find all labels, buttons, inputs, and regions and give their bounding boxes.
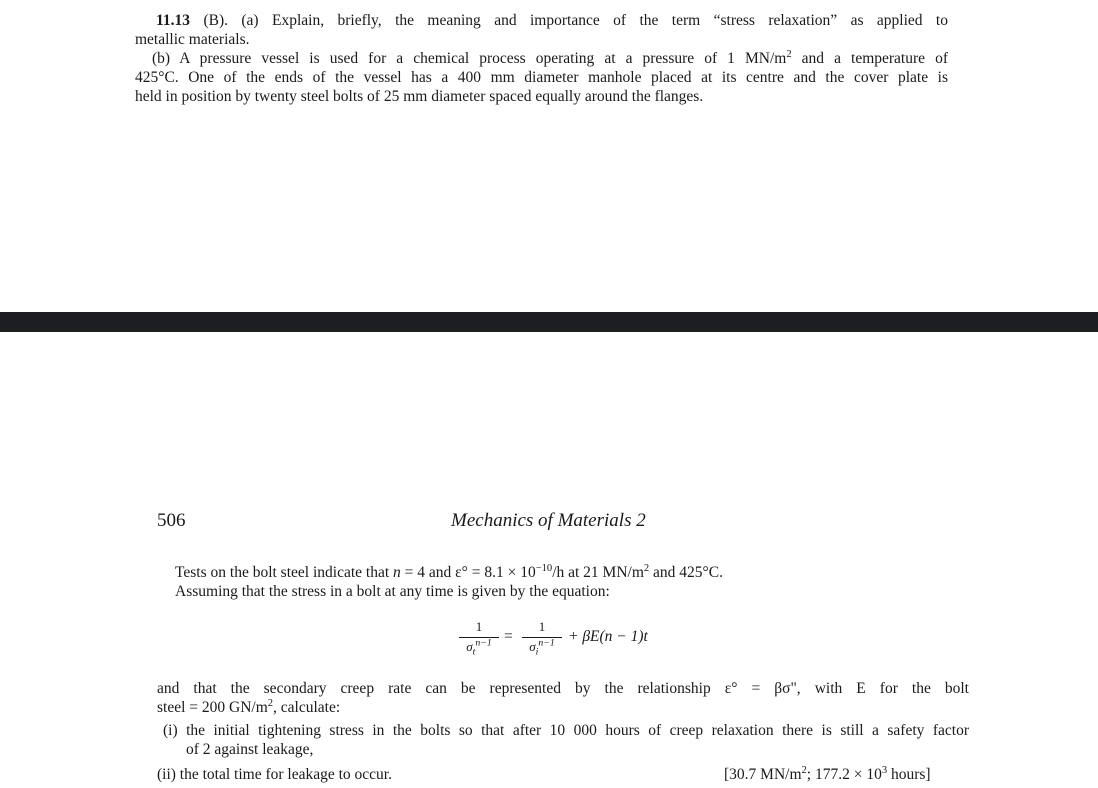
- problem-intro-text: (B). (a) Explain, briefly, the meaning and importance of the term “stress relaxation” as applied to: [190, 12, 948, 29]
- item-i-line-2: of 2 against leakage,: [186, 741, 314, 758]
- answer-bracket: [30.7 $MN/m^2$; $177.2 \times 10^3$ hours]: [724, 764, 931, 783]
- page-divider: [0, 312, 1098, 332]
- problem-intro-line: [156, 11, 948, 30]
- part-b-line-2: 425°C. One of the ends of the vessel has a 400 mm diameter manhole placed at its centre and the cover plate is: [135, 69, 948, 86]
- part-b-line-3: held in position by twenty steel bolts of 25 mm diameter spaced equally around the flanges.: [135, 88, 704, 105]
- page-number: 506: [157, 510, 186, 531]
- equation-lhs-fraction: 1 $\sigma_t^{n-1}$: [459, 620, 499, 654]
- part-b-line-1: (b) A pressure vessel is used for a chemical process operating at a pressure of 1 $MN/m^2$ and a temperature of: [152, 48, 948, 67]
- problem-number: 11.13: [156, 12, 191, 29]
- problem-intro-continuation: metallic materials.: [135, 31, 250, 48]
- assuming-line: Assuming that the stress in a bolt at any time is given by the equation:: [175, 583, 610, 600]
- equation-rhs-fraction: 1 $\sigma_i^{n-1}$: [522, 620, 562, 654]
- equation-rhs-term: + βE(n − 1)t: [568, 628, 648, 645]
- creep-line-2: steel = 200 $GN/m^2$, calculate:: [157, 697, 341, 716]
- equation-equals: =: [504, 628, 513, 645]
- creep-line-1: and that the secondary creep rate can be represented by the relationship ε° = βσ", with E for the bolt: [157, 680, 969, 697]
- item-i-line-1: (i) the initial tightening stress in the bolts so that after 10 000 hours of creep relaxation there is still a safety factor: [163, 722, 969, 739]
- tests-line: Tests on the bolt steel indicate that n = 4 and $\varepsilon^\circ = 8.1 \times 10^{-10}/h$ at 21 $MN/m^2$ and 425°C.: [175, 562, 723, 581]
- item-ii: (ii) the total time for leakage to occur.: [157, 766, 392, 783]
- running-title: Mechanics of Materials 2: [451, 510, 646, 531]
